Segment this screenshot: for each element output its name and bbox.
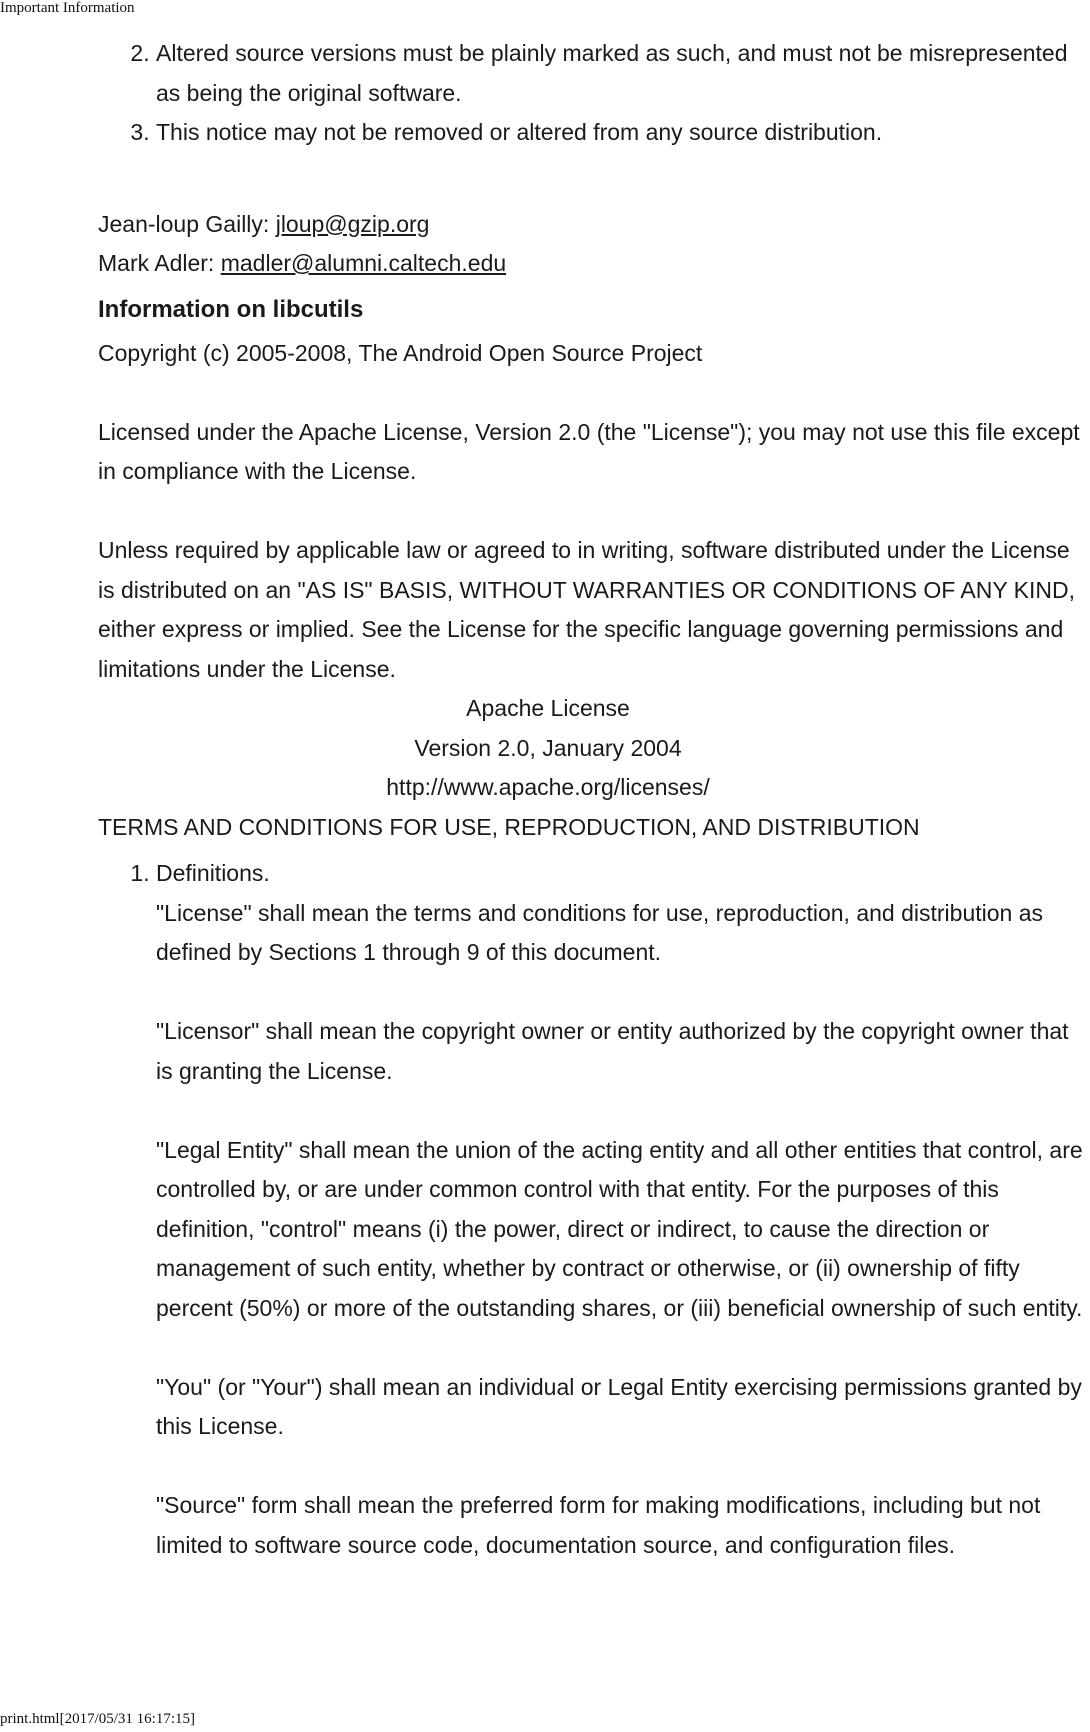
author-name: Jean-loup Gailly: — [98, 210, 276, 237]
definition-you: "You" (or "Your") shall mean an individual or Legal Entity exercising permissions granted by this License. — [156, 1373, 1082, 1439]
spacer — [156, 1328, 1088, 1368]
document-body — [98, 34, 1088, 1565]
definition-legal-entity: "Legal Entity" shall mean the union of the acting entity and all other entities that control, are controlled by, or are under common control with that entity. For the purposes of this definition, "control" means (i) the power, direct or indirect, to cause the direction or management of such entity, whether by contract or otherwise, or (ii) ownership of fifty percent (50%) or more of the outstanding shares, or (iii) beneficial ownership of such entity. — [156, 1136, 1083, 1321]
section-heading: Information on libcutils — [98, 295, 364, 323]
terms-list — [98, 854, 1088, 1565]
spacer — [156, 1447, 1088, 1487]
apache-version: Version 2.0, January 2004 — [414, 734, 682, 761]
definition-licensor: "Licensor" shall mean the copyright owner or entity authorized by the copyright owner that is granting the License. — [156, 1018, 1069, 1084]
author-email-link[interactable]: madler@alumni.caltech.edu — [220, 250, 507, 276]
copyright-line: Copyright (c) 2005-2008, The Android Open Source Project — [98, 339, 703, 366]
terms-title: TERMS AND CONDITIONS FOR USE, REPRODUCTION, AND DISTRIBUTION — [98, 813, 920, 840]
spacer — [98, 492, 1088, 532]
license-paragraph: Licensed under the Apache License, Version 2.0 (the "License"); you may not use this file except in compliance with the License. — [98, 418, 1080, 484]
spacer — [156, 973, 1088, 1013]
list-item — [156, 854, 1088, 1565]
apache-title: Apache License — [466, 695, 630, 721]
spacer — [98, 373, 1088, 413]
list-item: 3. This notice may not be removed or altered from any source distribution. — [156, 113, 1088, 153]
author-name: Mark Adler: — [98, 250, 221, 276]
apache-url: http://www.apache.org/licenses/ — [386, 774, 710, 800]
print-header: Important Information — [0, 0, 135, 16]
warranty-paragraph: Unless required by applicable law or agreed to in writing, software distributed under the License is distributed on an "AS IS" BASIS, WITHOUT WARRANTIES OR CONDITIONS OF ANY KIND, either express or implied. See the License for the specific language governing permissions and limitations under the License. — [98, 537, 1076, 682]
print-footer: print.html[2017/05/31 16:17:15] — [0, 1711, 195, 1727]
spacer — [156, 1091, 1088, 1131]
definition-source: "Source" form shall mean the preferred form for making modifications, including but not limited to software source code, documentation source, and configuration files. — [156, 1492, 1041, 1558]
definitions-title: 1. Definitions. — [156, 860, 270, 886]
list-item: 2. Altered source versions must be plainly marked as such, and must not be misrepresented as being the original software. — [156, 34, 1088, 113]
author-line — [98, 244, 1088, 284]
zlib-conditions-list — [98, 34, 1088, 153]
author-email-link[interactable]: jloup@gzip.org — [275, 210, 430, 237]
author-line — [98, 205, 1088, 245]
authors-block — [98, 205, 1088, 284]
definition-license: "License" shall mean the terms and conditions for use, reproduction, and distribution as defined by Sections 1 through 9 of this document. — [156, 899, 1043, 965]
